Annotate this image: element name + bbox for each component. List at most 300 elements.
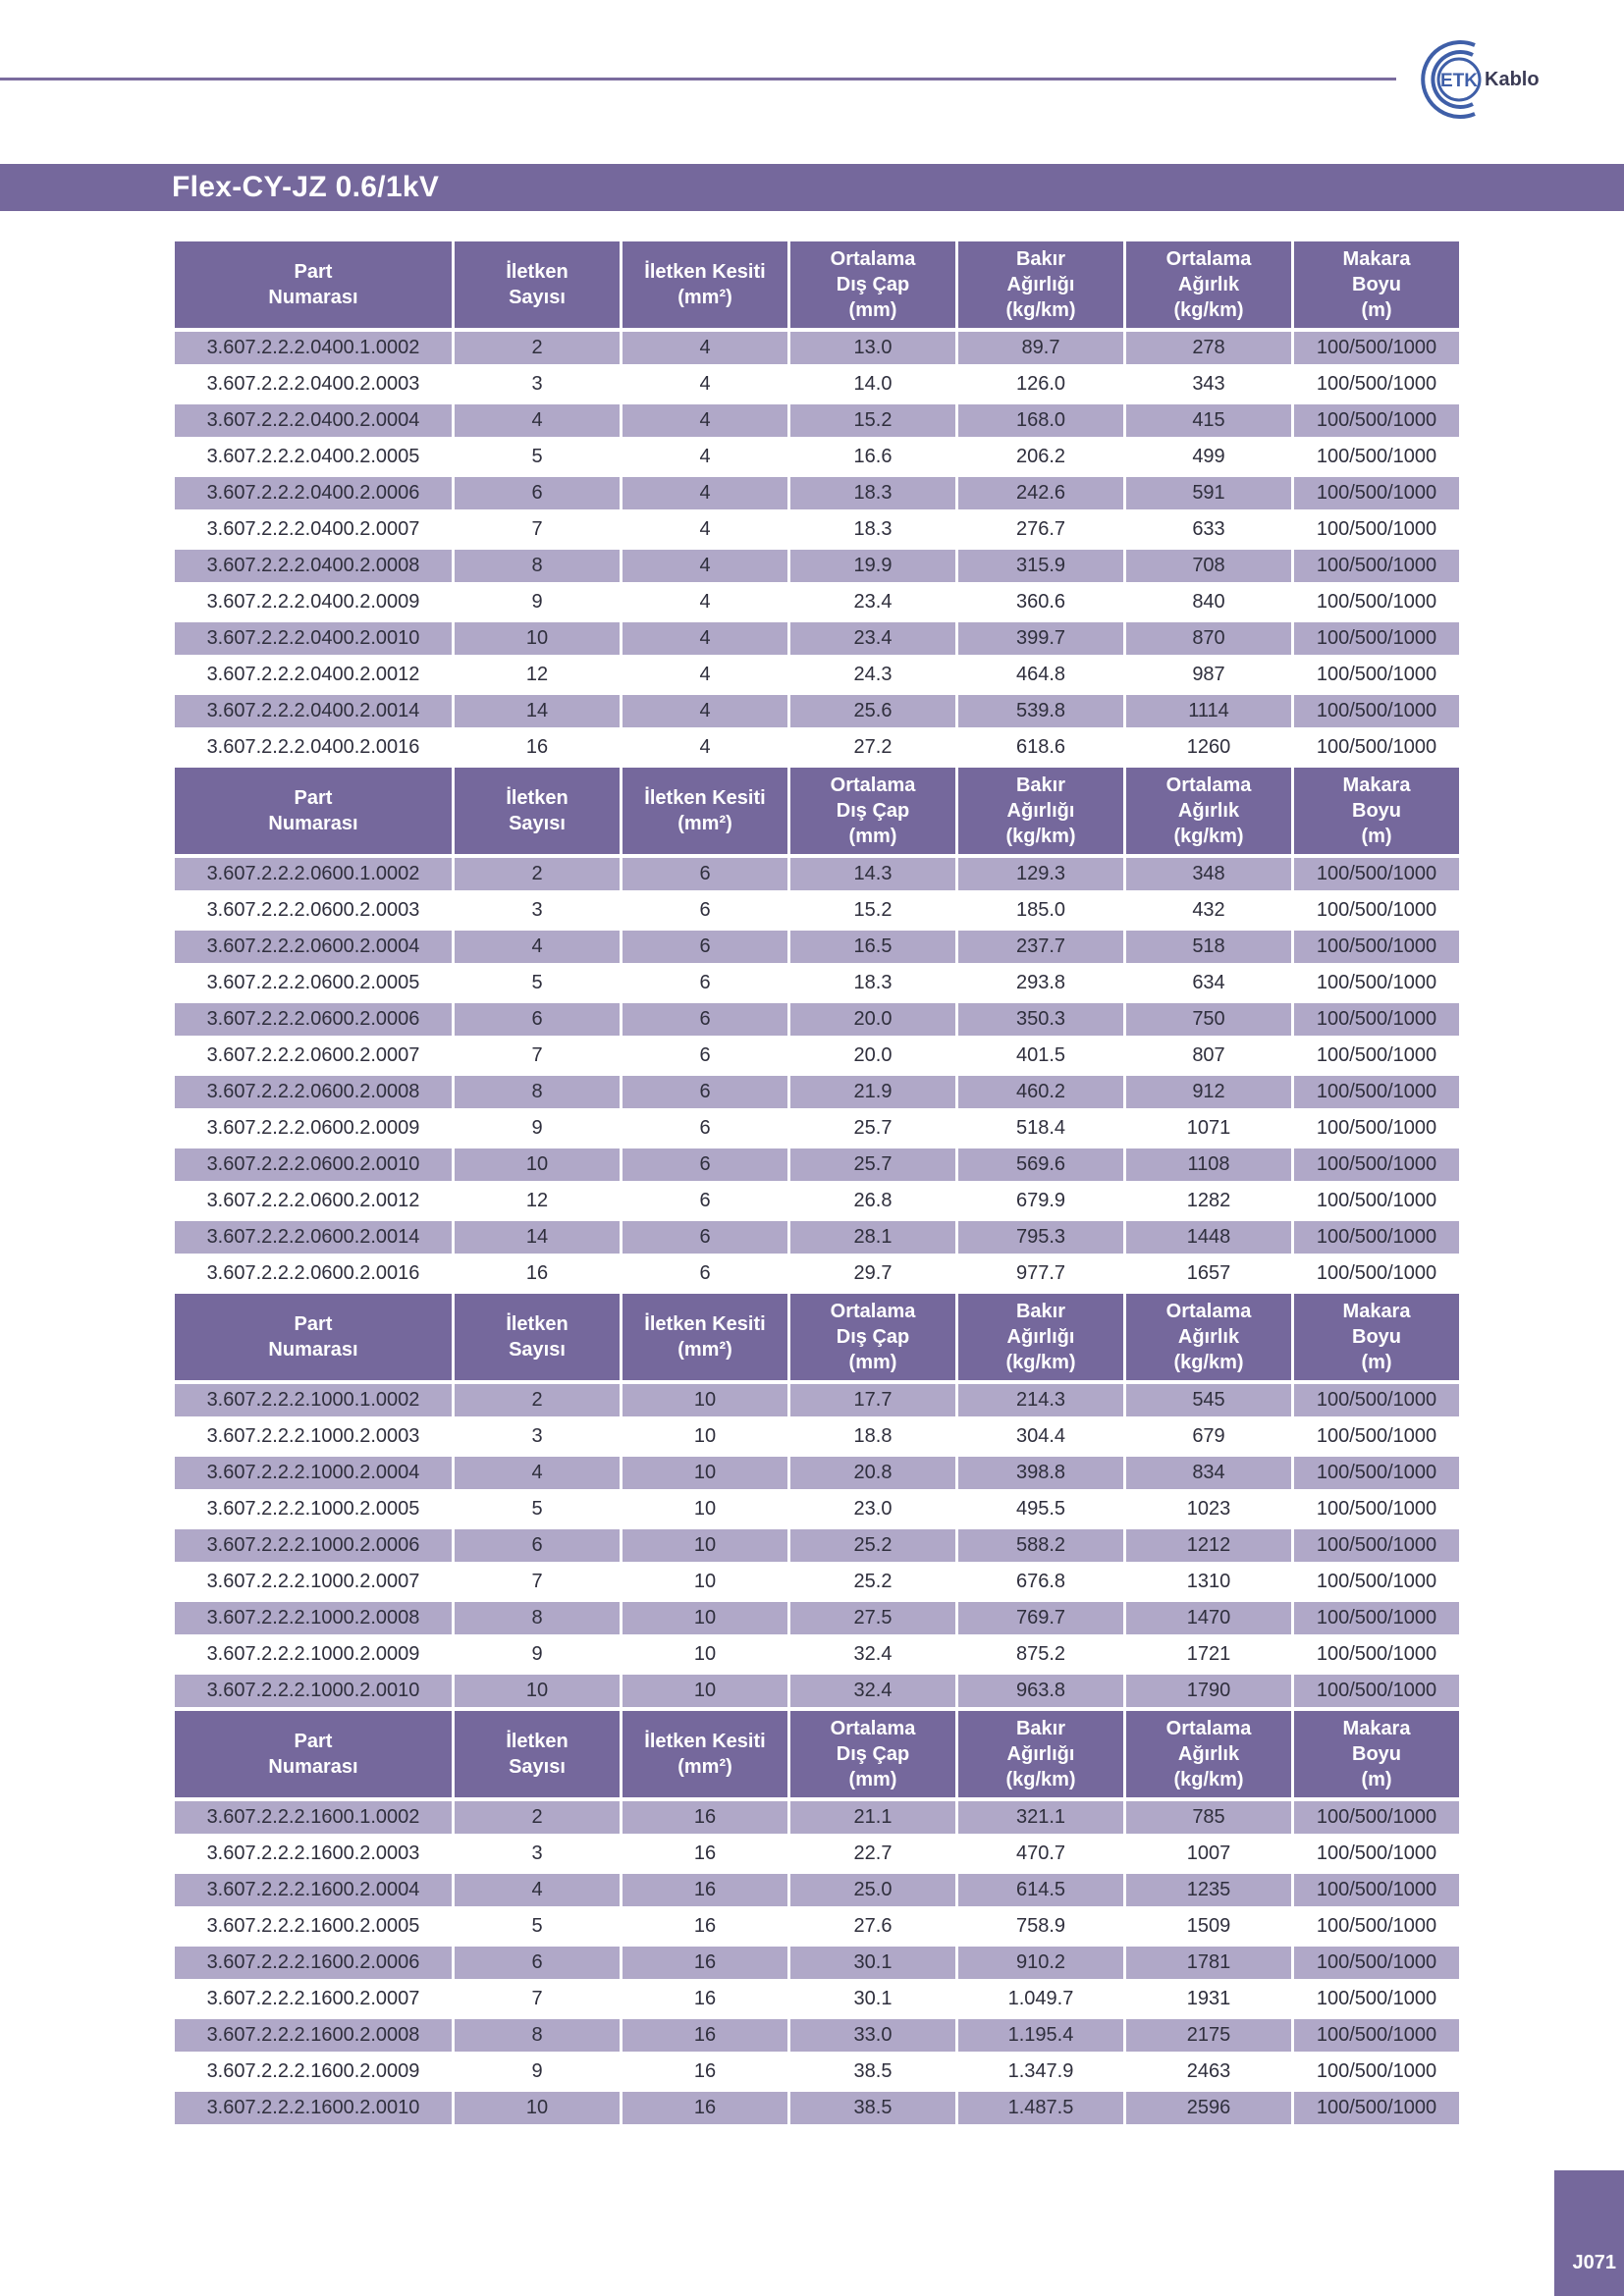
- cell-outer-diameter: 32.4: [790, 1673, 955, 1709]
- cell-conductor-count: 9: [455, 584, 620, 620]
- cell-part-number: 3.607.2.2.2.1600.2.0007: [175, 1981, 452, 2017]
- cell-reel-length: 100/500/1000: [1294, 1038, 1459, 1074]
- cell-part-number: 3.607.2.2.2.1000.2.0003: [175, 1418, 452, 1455]
- cell-reel-length: 100/500/1000: [1294, 1836, 1459, 1872]
- cell-part-number: 3.607.2.2.2.0400.2.0006: [175, 475, 452, 511]
- cell-outer-diameter: 20.0: [790, 1038, 955, 1074]
- cell-cross-section: 6: [623, 965, 787, 1001]
- cell-average-weight: 2175: [1126, 2017, 1291, 2054]
- cell-part-number: 3.607.2.2.2.0600.2.0014: [175, 1219, 452, 1255]
- cell-reel-length: 100/500/1000: [1294, 1872, 1459, 1908]
- cell-average-weight: 518: [1126, 929, 1291, 965]
- header-rule: [0, 78, 1396, 80]
- column-header-reel-length: [1294, 766, 1459, 856]
- cell-part-number: 3.607.2.2.2.0400.2.0010: [175, 620, 452, 657]
- column-header-line: Numarası: [268, 1339, 358, 1361]
- cell-copper-weight: 679.9: [958, 1183, 1123, 1219]
- cell-average-weight: 840: [1126, 584, 1291, 620]
- cell-part-number: 3.607.2.2.2.0600.2.0009: [175, 1110, 452, 1147]
- cell-average-weight: 1108: [1126, 1147, 1291, 1183]
- cell-part-number: 3.607.2.2.2.1000.2.0005: [175, 1491, 452, 1527]
- cell-average-weight: 278: [1126, 330, 1291, 366]
- cell-part-number: 3.607.2.2.2.0400.1.0002: [175, 330, 452, 366]
- cell-average-weight: 1007: [1126, 1836, 1291, 1872]
- column-header-line: Dış Çap: [836, 1743, 910, 1765]
- cell-copper-weight: 910.2: [958, 1945, 1123, 1981]
- cell-part-number: 3.607.2.2.2.1600.2.0005: [175, 1908, 452, 1945]
- table-row: [175, 1945, 1459, 1981]
- cell-average-weight: 912: [1126, 1074, 1291, 1110]
- column-header-line: Numarası: [268, 813, 358, 834]
- cell-copper-weight: 293.8: [958, 965, 1123, 1001]
- cell-reel-length: 100/500/1000: [1294, 1255, 1459, 1292]
- table-row: [175, 2017, 1459, 2054]
- cell-outer-diameter: 32.4: [790, 1636, 955, 1673]
- cell-copper-weight: 185.0: [958, 892, 1123, 929]
- page-title: Flex-CY-JZ 0.6/1kV: [172, 171, 440, 203]
- table-row: [175, 2090, 1459, 2126]
- cell-cross-section: 6: [623, 1255, 787, 1292]
- column-header-line: Part: [294, 787, 333, 809]
- cell-conductor-count: 3: [455, 1836, 620, 1872]
- cell-cross-section: 10: [623, 1636, 787, 1673]
- cell-cross-section: 10: [623, 1418, 787, 1455]
- cell-conductor-count: 6: [455, 475, 620, 511]
- cell-outer-diameter: 22.7: [790, 1836, 955, 1872]
- cell-outer-diameter: 18.8: [790, 1418, 955, 1455]
- cell-cross-section: 10: [623, 1382, 787, 1418]
- cell-reel-length: 100/500/1000: [1294, 330, 1459, 366]
- column-header-line: (mm²): [677, 287, 732, 308]
- cell-average-weight: 1790: [1126, 1673, 1291, 1709]
- column-header-line: Ağırlığı: [1006, 1326, 1075, 1348]
- cell-conductor-count: 7: [455, 1038, 620, 1074]
- table-row: [175, 330, 1459, 366]
- column-header-reel-length: [1294, 1709, 1459, 1799]
- cell-cross-section: 16: [623, 1799, 787, 1836]
- cell-outer-diameter: 14.0: [790, 366, 955, 402]
- cell-cross-section: 4: [623, 511, 787, 548]
- column-header-part-number: [175, 1292, 452, 1382]
- cell-copper-weight: 875.2: [958, 1636, 1123, 1673]
- cell-outer-diameter: 38.5: [790, 2054, 955, 2090]
- table-row: [175, 693, 1459, 729]
- cell-conductor-count: 2: [455, 1799, 620, 1836]
- cell-cross-section: 4: [623, 475, 787, 511]
- column-header-part-number: [175, 1709, 452, 1799]
- cell-average-weight: 834: [1126, 1455, 1291, 1491]
- cell-conductor-count: 7: [455, 1981, 620, 2017]
- cell-outer-diameter: 16.6: [790, 439, 955, 475]
- column-header-line: İletken Kesiti: [644, 261, 766, 283]
- cell-copper-weight: 963.8: [958, 1673, 1123, 1709]
- column-header-line: İletken: [506, 261, 568, 283]
- cell-outer-diameter: 29.7: [790, 1255, 955, 1292]
- cell-reel-length: 100/500/1000: [1294, 511, 1459, 548]
- cell-part-number: 3.607.2.2.2.0400.2.0003: [175, 366, 452, 402]
- table-row: [175, 1147, 1459, 1183]
- cell-conductor-count: 6: [455, 1527, 620, 1564]
- cell-average-weight: 633: [1126, 511, 1291, 548]
- cell-average-weight: 1931: [1126, 1981, 1291, 2017]
- logo-mark-icon: [1416, 35, 1583, 124]
- cell-part-number: 3.607.2.2.2.1600.2.0008: [175, 2017, 452, 2054]
- column-header-line: Ortalama: [1165, 1718, 1252, 1739]
- cell-conductor-count: 7: [455, 1564, 620, 1600]
- cell-reel-length: 100/500/1000: [1294, 1636, 1459, 1673]
- column-header-average-weight: [1126, 766, 1291, 856]
- cell-copper-weight: 539.8: [958, 693, 1123, 729]
- column-header-cross-section: [623, 1709, 787, 1799]
- column-header-line: Dış Çap: [836, 274, 910, 295]
- cell-conductor-count: 2: [455, 856, 620, 892]
- column-header-line: Boyu: [1352, 800, 1401, 822]
- cell-cross-section: 10: [623, 1600, 787, 1636]
- cell-outer-diameter: 27.5: [790, 1600, 955, 1636]
- cell-conductor-count: 10: [455, 620, 620, 657]
- table-row: [175, 1255, 1459, 1292]
- cell-copper-weight: 795.3: [958, 1219, 1123, 1255]
- column-header-reel-length: [1294, 1292, 1459, 1382]
- cell-reel-length: 100/500/1000: [1294, 892, 1459, 929]
- cell-conductor-count: 16: [455, 1255, 620, 1292]
- cell-cross-section: 16: [623, 2017, 787, 2054]
- cell-outer-diameter: 16.5: [790, 929, 955, 965]
- page-number: J071: [1572, 2252, 1616, 2273]
- column-header-cross-section: [623, 1292, 787, 1382]
- cell-reel-length: 100/500/1000: [1294, 1219, 1459, 1255]
- column-header-line: İletken: [506, 1313, 568, 1335]
- column-header-line: İletken: [506, 1731, 568, 1752]
- table-row: [175, 1038, 1459, 1074]
- cell-cross-section: 4: [623, 330, 787, 366]
- table-row: [175, 657, 1459, 693]
- cell-reel-length: 100/500/1000: [1294, 856, 1459, 892]
- column-header-line: (m): [1361, 299, 1392, 321]
- cell-outer-diameter: 25.6: [790, 693, 955, 729]
- cell-conductor-count: 10: [455, 2090, 620, 2126]
- cell-conductor-count: 3: [455, 1418, 620, 1455]
- cell-copper-weight: 304.4: [958, 1418, 1123, 1455]
- cell-outer-diameter: 15.2: [790, 402, 955, 439]
- cell-cross-section: 16: [623, 2090, 787, 2126]
- column-header-line: Bakır: [1015, 1301, 1066, 1322]
- cell-copper-weight: 676.8: [958, 1564, 1123, 1600]
- cell-cross-section: 10: [623, 1673, 787, 1709]
- cell-reel-length: 100/500/1000: [1294, 693, 1459, 729]
- table-row: [175, 1418, 1459, 1455]
- column-header-average-weight: [1126, 240, 1291, 330]
- cell-copper-weight: 1.347.9: [958, 2054, 1123, 2090]
- cell-reel-length: 100/500/1000: [1294, 1418, 1459, 1455]
- cell-cross-section: 6: [623, 856, 787, 892]
- column-header-line: Dış Çap: [836, 1326, 910, 1348]
- cell-cross-section: 16: [623, 1945, 787, 1981]
- column-header-line: Bakır: [1015, 248, 1066, 270]
- cell-outer-diameter: 27.6: [790, 1908, 955, 1945]
- cell-reel-length: 100/500/1000: [1294, 1382, 1459, 1418]
- table-row: [175, 584, 1459, 620]
- cell-part-number: 3.607.2.2.2.1000.2.0006: [175, 1527, 452, 1564]
- column-header-line: Sayısı: [509, 813, 566, 834]
- column-header-line: Numarası: [268, 287, 358, 308]
- cell-cross-section: 16: [623, 1908, 787, 1945]
- cell-cross-section: 4: [623, 548, 787, 584]
- table-row: [175, 620, 1459, 657]
- cell-part-number: 3.607.2.2.2.0400.2.0008: [175, 548, 452, 584]
- logo-text-kablo: Kablo: [1485, 69, 1540, 90]
- cell-outer-diameter: 20.8: [790, 1455, 955, 1491]
- cell-outer-diameter: 19.9: [790, 548, 955, 584]
- column-header-line: (kg/km): [1173, 1769, 1244, 1790]
- cell-conductor-count: 4: [455, 929, 620, 965]
- cell-cross-section: 16: [623, 1836, 787, 1872]
- column-header-line: İletken Kesiti: [644, 1731, 766, 1752]
- cell-copper-weight: 1.049.7: [958, 1981, 1123, 2017]
- cell-copper-weight: 569.6: [958, 1147, 1123, 1183]
- table-row: [175, 965, 1459, 1001]
- cell-average-weight: 987: [1126, 657, 1291, 693]
- cell-cross-section: 16: [623, 1872, 787, 1908]
- cell-conductor-count: 2: [455, 330, 620, 366]
- cell-part-number: 3.607.2.2.2.0600.2.0006: [175, 1001, 452, 1038]
- column-header-copper-weight: [958, 1709, 1123, 1799]
- cell-copper-weight: 1.487.5: [958, 2090, 1123, 2126]
- cell-average-weight: 545: [1126, 1382, 1291, 1418]
- column-header-line: (mm²): [677, 813, 732, 834]
- cell-part-number: 3.607.2.2.2.0400.2.0014: [175, 693, 452, 729]
- table-row: [175, 511, 1459, 548]
- column-header-line: Makara: [1342, 774, 1411, 796]
- cell-reel-length: 100/500/1000: [1294, 1673, 1459, 1709]
- cell-part-number: 3.607.2.2.2.0600.2.0016: [175, 1255, 452, 1292]
- cell-reel-length: 100/500/1000: [1294, 1981, 1459, 2017]
- column-header-cross-section: [623, 240, 787, 330]
- cell-cross-section: 6: [623, 929, 787, 965]
- cell-cross-section: 4: [623, 657, 787, 693]
- column-header-line: Makara: [1342, 1718, 1411, 1739]
- cell-copper-weight: 518.4: [958, 1110, 1123, 1147]
- cell-outer-diameter: 23.4: [790, 620, 955, 657]
- cell-average-weight: 1023: [1126, 1491, 1291, 1527]
- cell-conductor-count: 6: [455, 1945, 620, 1981]
- cell-outer-diameter: 25.7: [790, 1147, 955, 1183]
- table-row: [175, 1491, 1459, 1527]
- cell-outer-diameter: 17.7: [790, 1382, 955, 1418]
- table-row: [175, 1110, 1459, 1147]
- cell-cross-section: 10: [623, 1455, 787, 1491]
- cell-cross-section: 6: [623, 1183, 787, 1219]
- column-header-line: Makara: [1342, 248, 1411, 270]
- cell-average-weight: 415: [1126, 402, 1291, 439]
- cell-cross-section: 6: [623, 1110, 787, 1147]
- cell-cross-section: 16: [623, 1981, 787, 2017]
- column-header-line: (mm): [848, 1352, 897, 1373]
- cable-spec-table: [172, 240, 1462, 2126]
- cell-copper-weight: 360.6: [958, 584, 1123, 620]
- cell-outer-diameter: 18.3: [790, 511, 955, 548]
- table-row: [175, 1074, 1459, 1110]
- column-header-line: Ağırlığı: [1006, 274, 1075, 295]
- cell-average-weight: 708: [1126, 548, 1291, 584]
- cell-cross-section: 6: [623, 1074, 787, 1110]
- cell-conductor-count: 4: [455, 1455, 620, 1491]
- cell-average-weight: 432: [1126, 892, 1291, 929]
- cell-reel-length: 100/500/1000: [1294, 729, 1459, 766]
- column-header-line: Sayısı: [509, 287, 566, 308]
- cell-copper-weight: 315.9: [958, 548, 1123, 584]
- cell-conductor-count: 4: [455, 402, 620, 439]
- cell-cross-section: 6: [623, 1219, 787, 1255]
- cell-outer-diameter: 21.1: [790, 1799, 955, 1836]
- cell-copper-weight: 89.7: [958, 330, 1123, 366]
- column-header-line: (mm²): [677, 1339, 732, 1361]
- cell-outer-diameter: 15.2: [790, 892, 955, 929]
- cell-cross-section: 4: [623, 620, 787, 657]
- cell-average-weight: 1781: [1126, 1945, 1291, 1981]
- column-header-line: Boyu: [1352, 1326, 1401, 1348]
- column-header-line: Ortalama: [1165, 248, 1252, 270]
- cell-part-number: 3.607.2.2.2.1000.2.0004: [175, 1455, 452, 1491]
- cell-cross-section: 6: [623, 892, 787, 929]
- cell-part-number: 3.607.2.2.2.1000.2.0010: [175, 1673, 452, 1709]
- cell-reel-length: 100/500/1000: [1294, 1945, 1459, 1981]
- cell-reel-length: 100/500/1000: [1294, 1001, 1459, 1038]
- cell-average-weight: 1657: [1126, 1255, 1291, 1292]
- column-header-line: Makara: [1342, 1301, 1411, 1322]
- cell-cross-section: 4: [623, 439, 787, 475]
- cell-average-weight: 1282: [1126, 1183, 1291, 1219]
- table-header-row: [175, 1292, 1459, 1382]
- cell-part-number: 3.607.2.2.2.1600.2.0004: [175, 1872, 452, 1908]
- column-header-line: Ortalama: [830, 248, 916, 270]
- cell-average-weight: 1114: [1126, 693, 1291, 729]
- cell-average-weight: 2463: [1126, 2054, 1291, 2090]
- cell-reel-length: 100/500/1000: [1294, 2090, 1459, 2126]
- column-header-line: Sayısı: [509, 1756, 566, 1778]
- column-header-part-number: [175, 240, 452, 330]
- column-header-line: İletken Kesiti: [644, 1313, 766, 1335]
- cell-copper-weight: 401.5: [958, 1038, 1123, 1074]
- cell-part-number: 3.607.2.2.2.1000.2.0007: [175, 1564, 452, 1600]
- cell-outer-diameter: 38.5: [790, 2090, 955, 2126]
- cell-outer-diameter: 25.2: [790, 1527, 955, 1564]
- cell-copper-weight: 614.5: [958, 1872, 1123, 1908]
- cell-outer-diameter: 28.1: [790, 1219, 955, 1255]
- cell-part-number: 3.607.2.2.2.0600.2.0012: [175, 1183, 452, 1219]
- column-header-conductor-count: [455, 766, 620, 856]
- cell-outer-diameter: 25.7: [790, 1110, 955, 1147]
- column-header-line: (m): [1361, 1352, 1392, 1373]
- cell-reel-length: 100/500/1000: [1294, 439, 1459, 475]
- cell-cross-section: 4: [623, 584, 787, 620]
- column-header-line: Ortalama: [1165, 774, 1252, 796]
- cell-part-number: 3.607.2.2.2.1600.1.0002: [175, 1799, 452, 1836]
- table-header-row: [175, 766, 1459, 856]
- cell-average-weight: 2596: [1126, 2090, 1291, 2126]
- cell-conductor-count: 5: [455, 965, 620, 1001]
- cell-part-number: 3.607.2.2.2.0600.2.0010: [175, 1147, 452, 1183]
- cell-cross-section: 6: [623, 1147, 787, 1183]
- cell-conductor-count: 8: [455, 548, 620, 584]
- column-header-line: Bakır: [1015, 1718, 1066, 1739]
- column-header-line: Ağırlık: [1177, 1743, 1240, 1765]
- cell-conductor-count: 9: [455, 2054, 620, 2090]
- cell-copper-weight: 276.7: [958, 511, 1123, 548]
- column-header-outer-diameter: [790, 240, 955, 330]
- table-row: [175, 2054, 1459, 2090]
- column-header-average-weight: [1126, 1292, 1291, 1382]
- column-header-line: İletken Kesiti: [644, 787, 766, 809]
- cell-conductor-count: 3: [455, 366, 620, 402]
- cell-part-number: 3.607.2.2.2.1000.2.0008: [175, 1600, 452, 1636]
- cell-copper-weight: 460.2: [958, 1074, 1123, 1110]
- column-header-line: (kg/km): [1173, 826, 1244, 847]
- cell-reel-length: 100/500/1000: [1294, 1600, 1459, 1636]
- cell-copper-weight: 321.1: [958, 1799, 1123, 1836]
- cell-average-weight: 750: [1126, 1001, 1291, 1038]
- title-band: [0, 164, 1624, 211]
- table-row: [175, 1872, 1459, 1908]
- cell-copper-weight: 618.6: [958, 729, 1123, 766]
- cell-conductor-count: 7: [455, 511, 620, 548]
- cell-reel-length: 100/500/1000: [1294, 1147, 1459, 1183]
- cell-part-number: 3.607.2.2.2.0600.2.0008: [175, 1074, 452, 1110]
- table-row: [175, 729, 1459, 766]
- cell-average-weight: 679: [1126, 1418, 1291, 1455]
- cell-part-number: 3.607.2.2.2.1000.1.0002: [175, 1382, 452, 1418]
- column-header-line: Boyu: [1352, 274, 1401, 295]
- cell-copper-weight: 758.9: [958, 1908, 1123, 1945]
- cell-cross-section: 4: [623, 729, 787, 766]
- cell-average-weight: 1448: [1126, 1219, 1291, 1255]
- cell-reel-length: 100/500/1000: [1294, 1110, 1459, 1147]
- cell-conductor-count: 4: [455, 1872, 620, 1908]
- column-header-line: (mm): [848, 299, 897, 321]
- page-number-tab: [1554, 2170, 1624, 2296]
- column-header-line: (m): [1361, 1769, 1392, 1790]
- cell-reel-length: 100/500/1000: [1294, 1491, 1459, 1527]
- cell-part-number: 3.607.2.2.2.0600.1.0002: [175, 856, 452, 892]
- table-row: [175, 475, 1459, 511]
- cell-copper-weight: 242.6: [958, 475, 1123, 511]
- column-header-line: Part: [294, 1313, 333, 1335]
- cell-outer-diameter: 24.3: [790, 657, 955, 693]
- cell-conductor-count: 5: [455, 1908, 620, 1945]
- cell-conductor-count: 14: [455, 1219, 620, 1255]
- cell-reel-length: 100/500/1000: [1294, 402, 1459, 439]
- column-header-cross-section: [623, 766, 787, 856]
- cell-reel-length: 100/500/1000: [1294, 2054, 1459, 2090]
- cell-conductor-count: 12: [455, 657, 620, 693]
- cell-outer-diameter: 13.0: [790, 330, 955, 366]
- cell-reel-length: 100/500/1000: [1294, 475, 1459, 511]
- column-header-line: Part: [294, 261, 333, 283]
- column-header-line: Ağırlık: [1177, 800, 1240, 822]
- column-header-line: Ortalama: [830, 774, 916, 796]
- cell-cross-section: 6: [623, 1038, 787, 1074]
- column-header-line: Ortalama: [830, 1718, 916, 1739]
- cell-outer-diameter: 25.2: [790, 1564, 955, 1600]
- cell-conductor-count: 14: [455, 693, 620, 729]
- column-header-line: (mm): [848, 826, 897, 847]
- cell-outer-diameter: 18.3: [790, 475, 955, 511]
- column-header-copper-weight: [958, 1292, 1123, 1382]
- cell-conductor-count: 6: [455, 1001, 620, 1038]
- cell-part-number: 3.607.2.2.2.0400.2.0005: [175, 439, 452, 475]
- cell-copper-weight: 495.5: [958, 1491, 1123, 1527]
- cell-reel-length: 100/500/1000: [1294, 1183, 1459, 1219]
